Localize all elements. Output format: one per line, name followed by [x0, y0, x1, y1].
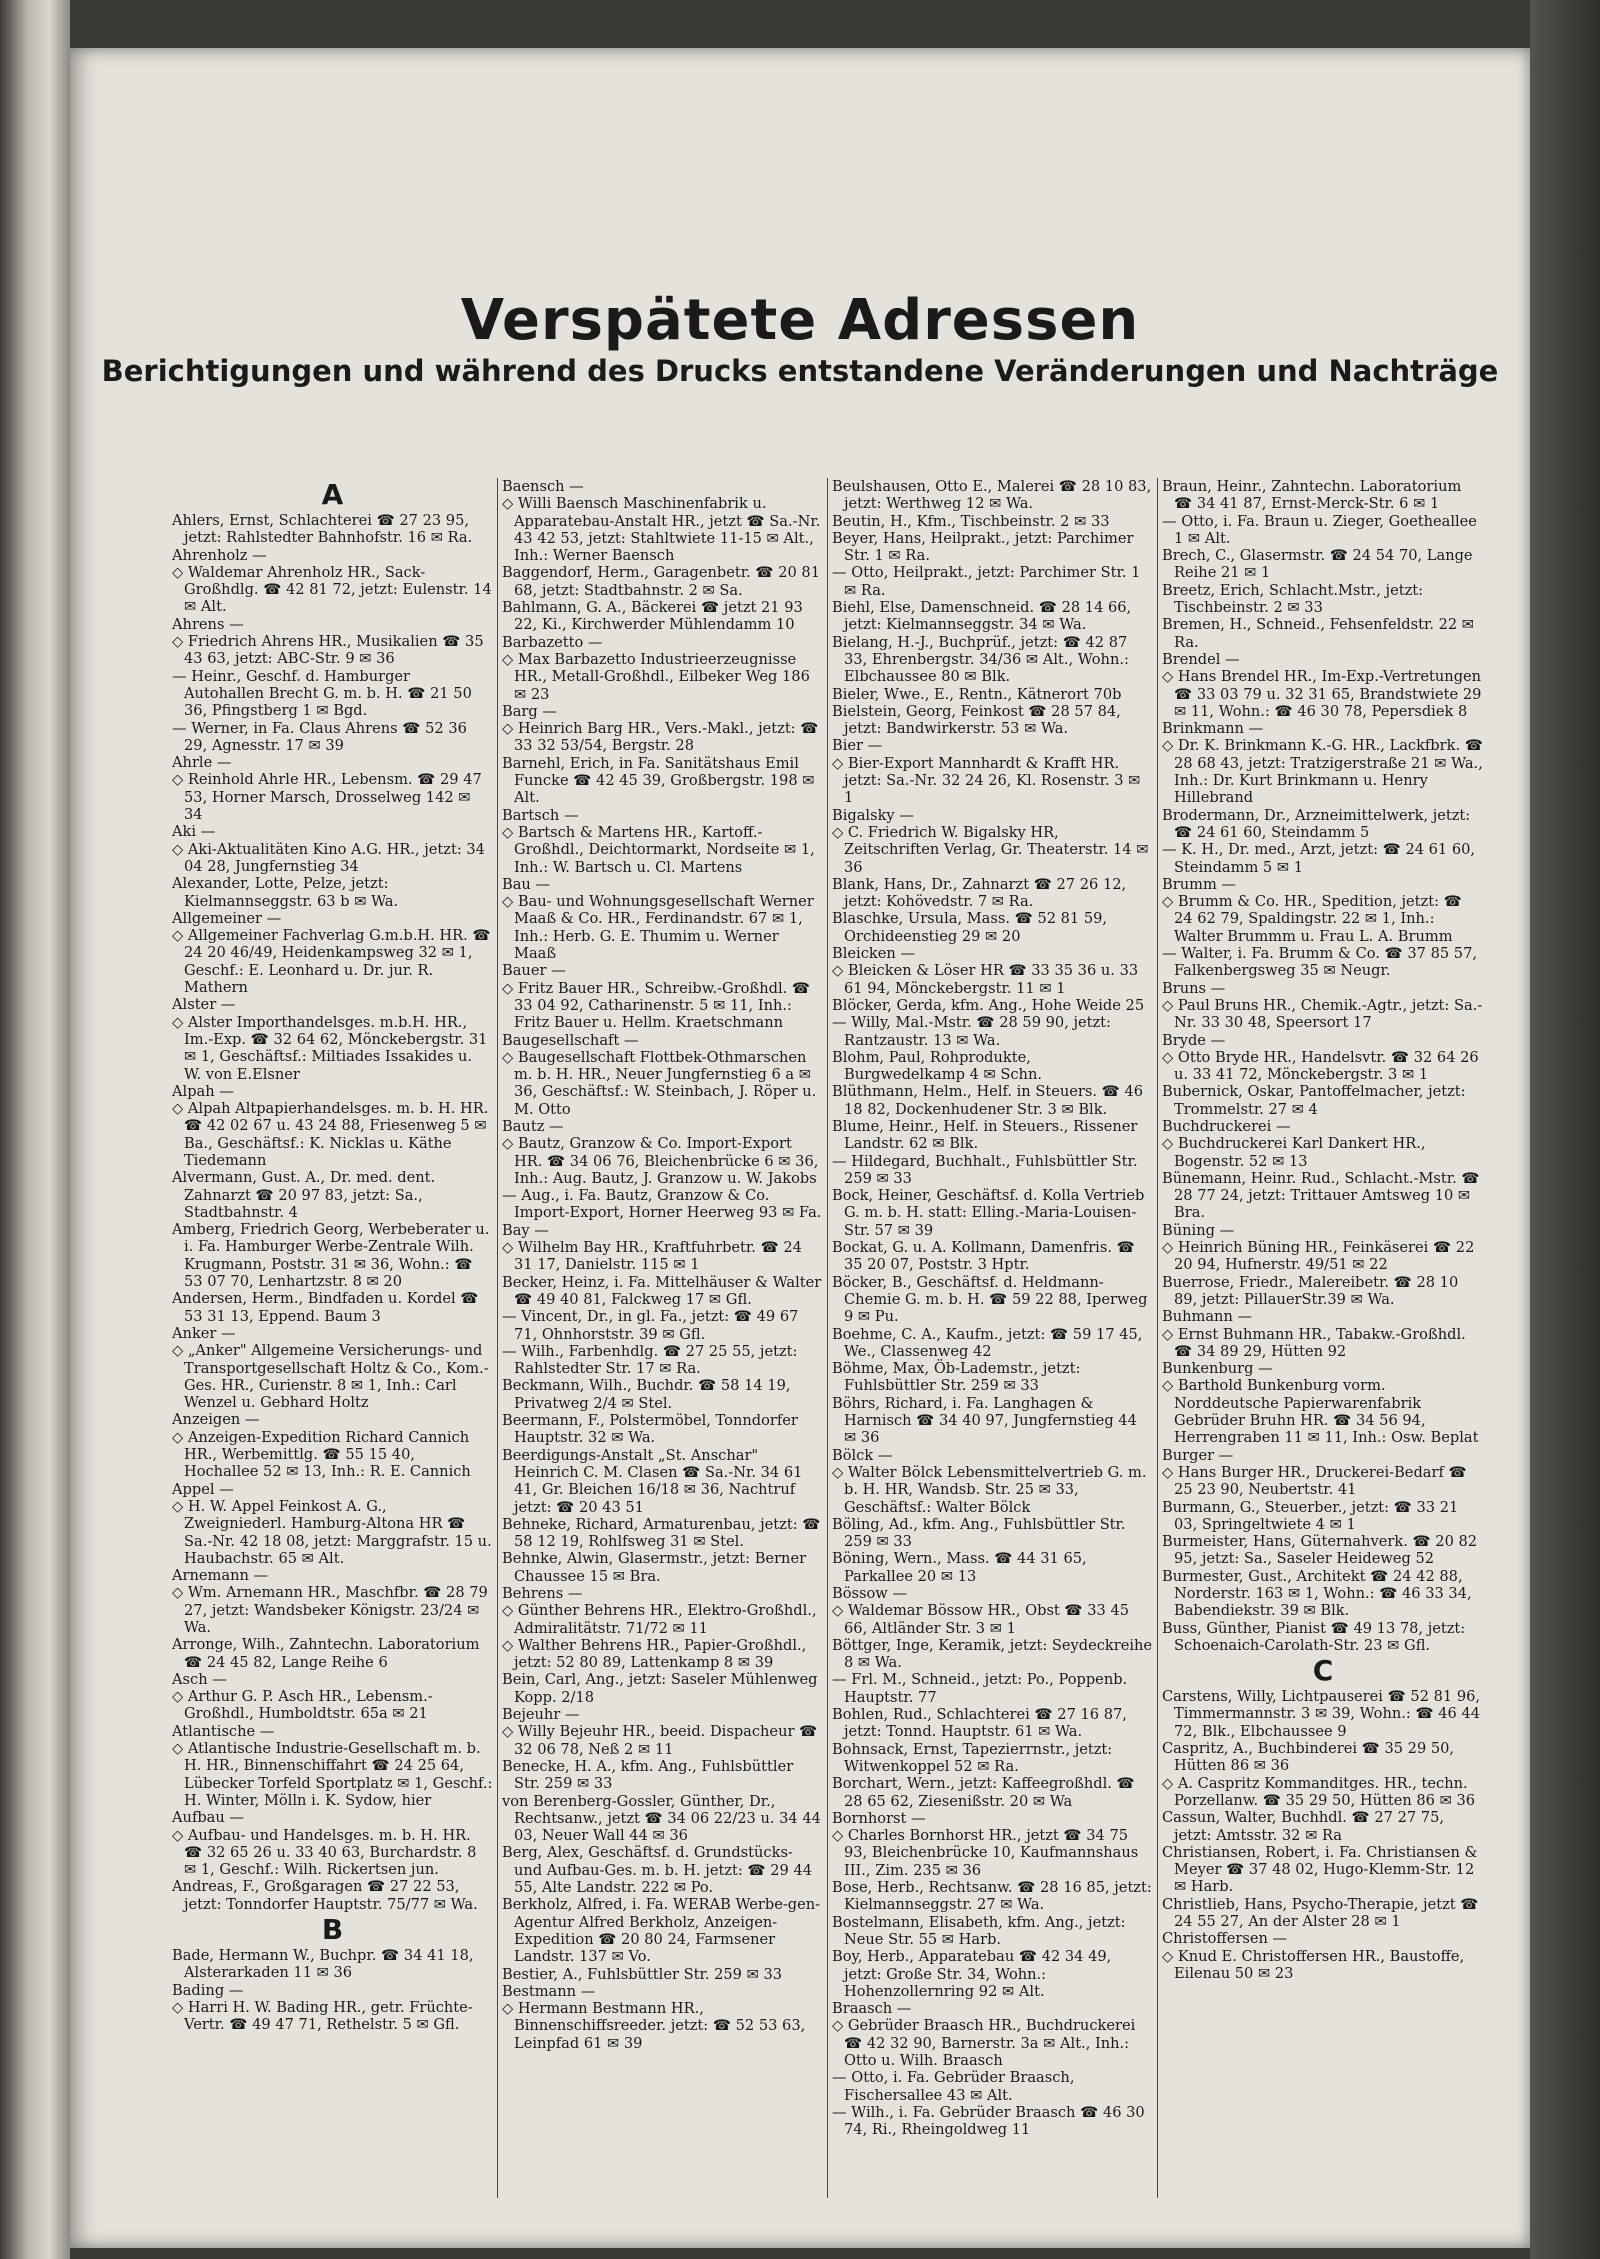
- address-entry: Christlieb, Hans, Psycho-Therapie, jetzt ☎ 24 55 27, An der Alster 28 ✉ 1: [1162, 1895, 1479, 1931]
- address-entry: — Hildegard, Buchhalt., Fuhlsbüttler Str. 259 ✉ 33: [832, 1152, 1138, 1187]
- address-entry: ◇ Hans Burger HR., Druckerei-Bedarf ☎ 25 23 90, Neubertstr. 41: [1162, 1463, 1467, 1499]
- address-entry: Beyer, Hans, Heilprakt., jetzt: Parchimer Str. 1 ✉ Ra.: [832, 529, 1134, 565]
- address-entry: Alexander, Lotte, Pelze, jetzt: Kielmannseggstr. 63 b ✉ Wa.: [172, 875, 399, 910]
- address-entry: ◇ Willi Baensch Maschinenfabrik u. Apparatebau-Anstalt HR., jetzt ☎ Sa.-Nr. 43 42 53, jetzt: Stahltwiete 11-15 ✉ Alt., Inh.: Werner Baensch: [502, 495, 821, 565]
- address-entry: Aki —: [172, 823, 216, 841]
- address-columns: [168, 478, 1508, 2198]
- address-entry: von Berenberg-Gossler, Günther, Dr., Rechtsanw., jetzt ☎ 34 06 22/23 u. 34 44 03, Neuer Wall 44 ✉ 36: [502, 1792, 821, 1845]
- address-entry: Bostelmann, Elisabeth, kfm. Ang., jetzt: Neue Str. 55 ✉ Harb.: [832, 1913, 1126, 1948]
- address-entry: Baggendorf, Herm., Garagenbetr. ☎ 20 81 68, jetzt: Stadtbahnstr. 2 ✉ Sa.: [502, 564, 821, 599]
- address-entry: Böhrs, Richard, i. Fa. Langhagen & Harnisch ☎ 34 40 97, Jungfernstieg 44 ✉ 36: [832, 1394, 1137, 1447]
- page-subtitle: Berichtigungen und während des Drucks entstandene Veränderungen und Nachträge: [101, 354, 1499, 388]
- address-column: [168, 478, 498, 2198]
- address-entry: Ahrens —: [172, 615, 244, 633]
- address-entry: Bleicken —: [832, 945, 915, 963]
- address-entry: Borchart, Wern., jetzt: Kaffeegroßhdl. ☎ 28 65 62, Ziesenißstr. 20 ✉ Wa: [832, 1775, 1135, 1810]
- address-entry: Anker —: [172, 1324, 236, 1342]
- address-entry: Caspritz, A., Buchbinderei ☎ 35 29 50, Hütten 86 ✉ 36: [1162, 1740, 1455, 1775]
- address-entry: Baugesellschaft —: [502, 1031, 639, 1049]
- address-column: [828, 478, 1158, 2198]
- address-entry: Buerrose, Friedr., Malereibetr. ☎ 28 10 89, jetzt: PillauerStr.39 ✉ Wa.: [1162, 1273, 1459, 1308]
- address-entry: Brodermann, Dr., Arzneimittelwerk, jetzt: ☎ 24 61 60, Steindamm 5: [1162, 806, 1471, 841]
- address-entry: ◇ Knud E. Christoffersen HR., Baustoffe, Eilenau 50 ✉ 23: [1162, 1947, 1465, 1982]
- address-entry: Bahlmann, G. A., Bäckerei ☎ jetzt 21 93 22, Ki., Kirchwerder Mühlendamm 10: [502, 599, 803, 634]
- address-entry: Bruns —: [1162, 979, 1226, 997]
- address-entry: ◇ Paul Bruns HR., Chemik.-Agtr., jetzt: Sa.-Nr. 33 30 48, Speersort 17: [1162, 996, 1483, 1032]
- address-entry: — Aug., i. Fa. Bautz, Granzow & Co. Import-Export, Horner Heerweg 93 ✉ Fa.: [502, 1187, 822, 1222]
- book-binding: [0, 0, 70, 2259]
- address-entry: ◇ Arthur G. P. Asch HR., Lebensm.-Großhdl., Humboldtstr. 65a ✉ 21: [172, 1688, 433, 1723]
- address-entry: ◇ Barthold Bunkenburg vorm. Norddeutsche Papierwarenfabrik Gebrüder Bruhn HR. ☎ 34 56 94, Herrengraben 11 ✉ 11, Inh.: Osw. Beplat: [1162, 1377, 1479, 1447]
- address-entry: Bau —: [502, 875, 551, 893]
- address-entry: Blohm, Paul, Rohprodukte, Burgwedelkamp 4 ✉ Schn.: [832, 1048, 1042, 1084]
- address-entry: Brendel —: [1162, 650, 1240, 668]
- address-entry: Burmester, Gust., Architekt ☎ 24 42 88, Norderstr. 163 ✉ 1, Wohn.: ☎ 46 33 34, Babendiekstr. 39 ✉ Blk.: [1162, 1567, 1472, 1620]
- address-entry: — K. H., Dr. med., Arzt, jetzt: ☎ 24 61 60, Steindamm 5 ✉ 1: [1162, 841, 1476, 876]
- address-entry: ◇ Aki-Aktualitäten Kino A.G. HR., jetzt: 34 04 28, Jungfernstieg 34: [172, 840, 485, 875]
- address-entry: — Otto, i. Fa. Gebrüder Braasch, Fischersallee 43 ✉ Alt.: [832, 2069, 1075, 2104]
- address-entry: Carstens, Willy, Lichtpauserei ☎ 52 81 96, Timmermannstr. 3 ✉ 39, Wohn.: ☎ 46 44 72, Blk., Elbchaussee 9: [1162, 1688, 1481, 1740]
- page-title: Verspätete Adressen: [460, 288, 1140, 353]
- address-entry: ◇ Baugesellschaft Flottbek-Othmarschen m. b. H. HR., Neuer Jungfernstieg 6 a ✉ 36, Geschäftsf.: W. Steinbach, J. Röper u. M. Otto: [502, 1048, 817, 1118]
- address-entry: ◇ Bautz, Granzow & Co. Import-Export HR. ☎ 34 06 76, Bleichenbrücke 6 ✉ 36, Inh.: Aug. Bautz, J. Granzow u. W. Jakobs: [502, 1135, 819, 1187]
- address-entry: Bejeuhr —: [502, 1706, 580, 1724]
- address-entry: Boy, Herb., Apparatebau ☎ 42 34 49, jetzt: Große Str. 34, Wohn.: Hohenzollernring 92 ✉ Alt.: [832, 1948, 1112, 2000]
- address-entry: Baensch —: [502, 478, 584, 495]
- address-entry: Becker, Heinz, i. Fa. Mittelhäuser & Walter ☎ 49 40 81, Falckweg 17 ✉ Gfl.: [502, 1273, 822, 1308]
- address-entry: Alvermann, Gust. A., Dr. med. dent. Zahnarzt ☎ 20 97 83, jetzt: Sa., Stadtbahnstr. 4: [172, 1169, 436, 1221]
- address-entry: — Otto, Heilprakt., jetzt: Parchimer Str. 1 ✉ Ra.: [832, 564, 1141, 599]
- address-entry: Aufbau —: [172, 1809, 245, 1827]
- address-entry: ◇ Heinrich Büning HR., Feinkäserei ☎ 22 20 94, Hufnerstr. 49/51 ✉ 22: [1162, 1239, 1475, 1274]
- address-entry: Bartsch —: [502, 806, 579, 824]
- address-entry: ◇ Bleicken & Löser HR ☎ 33 35 36 u. 33 61 94, Mönckebergstr. 11 ✉ 1: [832, 962, 1139, 997]
- address-entry: Bauer —: [502, 962, 566, 980]
- address-entry: ◇ Aufbau- und Handelsges. m. b. H. HR. ☎ 32 65 26 u. 33 40 63, Burchardstr. 8 ✉ 1, Geschf.: Wilh. Rickertsen jun.: [172, 1826, 477, 1879]
- address-entry: ◇ Alster Importhandelsges. m.b.H. HR., Im.-Exp. ☎ 32 64 62, Mönckebergstr. 31 ✉ 1, Geschäftsf.: Miltiades Issakides u. W. von E.Elsner: [172, 1013, 488, 1083]
- address-entry: Alpah —: [172, 1082, 234, 1100]
- address-entry: Andreas, F., Großgaragen ☎ 27 22 53, jetzt: Tonndorfer Hauptstr. 75/77 ✉ Wa.: [172, 1878, 478, 1913]
- address-entry: Bestier, A., Fuhlsbüttler Str. 259 ✉ 33: [502, 1965, 783, 1983]
- address-entry: Bigalsky —: [832, 806, 914, 824]
- address-entry: Christoffersen —: [1162, 1930, 1288, 1948]
- address-column: [1158, 478, 1488, 2198]
- address-entry: ◇ Buchdruckerei Karl Dankert HR., Bogenstr. 52 ✉ 13: [1162, 1135, 1426, 1170]
- address-entry: Burger —: [1162, 1446, 1234, 1464]
- address-entry: Buss, Günther, Pianist ☎ 49 13 78, jetzt: Schoenaich-Carolath-Str. 23 ✉ Gfl.: [1162, 1619, 1466, 1654]
- address-entry: Christiansen, Robert, i. Fa. Christiansen & Meyer ☎ 37 48 02, Hugo-Klemm-Str. 12 ✉ Harb.: [1162, 1843, 1478, 1896]
- address-entry: ◇ Atlantische Industrie-Gesellschaft m. b. H. HR., Binnenschiffahrt ☎ 24 25 64, Lübecker Torfeld Sportplatz ✉ 1, Geschf.: H. Winter, Mölln i. K. Sydow, hier: [172, 1740, 493, 1809]
- address-entry: Brumm —: [1162, 875, 1237, 893]
- address-entry: ◇ Alpah Altpapierhandelsges. m. b. H. HR. ☎ 42 02 67 u. 43 24 88, Friesenweg 5 ✉ Ba., Geschäftsf.: K. Nicklas u. Käthe Tiedemann: [172, 1100, 489, 1169]
- address-entry: Boehme, C. A., Kaufm., jetzt: ☎ 59 17 45, We., Classenweg 42: [832, 1325, 1143, 1360]
- address-entry: ◇ Wm. Arnemann HR., Maschfbr. ☎ 28 79 27, jetzt: Wandsbeker Königstr. 23/24 ✉ Wa.: [172, 1584, 488, 1636]
- address-entry: ◇ Heinrich Barg HR., Vers.-Makl., jetzt: ☎ 33 32 53/54, Bergstr. 28: [502, 720, 819, 755]
- address-entry: Braasch —: [832, 2000, 912, 2018]
- address-entry: Barnehl, Erich, in Fa. Sanitätshaus Emil Funcke ☎ 42 45 39, Großbergstr. 198 ✉ Alt.: [502, 754, 815, 807]
- address-entry: Breetz, Erich, Schlacht.Mstr., jetzt: Tischbeinstr. 2 ✉ 33: [1162, 581, 1424, 617]
- section-letter: A: [321, 478, 344, 511]
- address-column: [498, 478, 828, 2198]
- address-entry: — Vincent, Dr., in gl. Fa., jetzt: ☎ 49 67 71, Ohnhorststr. 39 ✉ Gfl.: [502, 1308, 799, 1343]
- address-entry: ◇ Wilhelm Bay HR., Kraftfuhrbetr. ☎ 24 31 17, Danielstr. 115 ✉ 1: [502, 1239, 802, 1274]
- address-entry: — Willy, Mal.-Mstr. ☎ 28 59 90, jetzt: Rantzaustr. 13 ✉ Wa.: [832, 1014, 1111, 1049]
- address-entry: Blume, Heinr., Helf. in Steuers., Rissener Landstr. 62 ✉ Blk.: [832, 1117, 1138, 1153]
- address-entry: ◇ Waldemar Bössow HR., Obst ☎ 33 45 66, Altländer Str. 3 ✉ 1: [832, 1602, 1130, 1637]
- address-entry: Böcker, B., Geschäftsf. d. Heldmann-Chemie G. m. b. H. ☎ 59 22 88, Iperweg 9 ✉ Pu.: [832, 1273, 1148, 1326]
- address-entry: Böning, Wern., Mass. ☎ 44 31 65, Parkallee 20 ✉ 13: [832, 1550, 1087, 1585]
- address-entry: Bryde —: [1162, 1031, 1226, 1049]
- address-entry: ◇ Otto Bryde HR., Handelsvtr. ☎ 32 64 26 u. 33 41 72, Mönckebergstr. 3 ✉ 1: [1162, 1048, 1479, 1084]
- address-entry: Bade, Hermann W., Buchpr. ☎ 34 41 18, Alsterarkaden 11 ✉ 36: [172, 1947, 474, 1982]
- address-entry: Büning —: [1162, 1221, 1235, 1239]
- address-entry: Böling, Ad., kfm. Ang., Fuhlsbüttler Str. 259 ✉ 33: [832, 1515, 1126, 1551]
- address-entry: Bohlen, Rud., Schlachterei ☎ 27 16 87, jetzt: Tonnd. Hauptstr. 61 ✉ Wa.: [832, 1706, 1127, 1741]
- address-entry: Blaschke, Ursula, Mass. ☎ 52 81 59, Orchideenstieg 29 ✉ 20: [832, 910, 1108, 945]
- address-entry: ◇ Hans Brendel HR., Im-Exp.-Vertretungen ☎ 33 03 79 u. 32 31 65, Brandstwiete 29 ✉ 11, Wohn.: ☎ 46 30 78, Pepersdiek 8: [1162, 668, 1482, 720]
- address-entry: Bose, Herb., Rechtsanw. ☎ 28 16 85, jetzt: Kielmannseggstr. 27 ✉ Wa.: [832, 1879, 1152, 1914]
- address-entry: Buchdruckerei —: [1162, 1117, 1291, 1135]
- address-entry: Asch —: [172, 1670, 227, 1688]
- address-entry: Brinkmann —: [1162, 720, 1264, 738]
- address-entry: — Heinr., Geschf. d. Hamburger Autohallen Brecht G. m. b. H. ☎ 21 50 36, Pfingstberg 1 ✉ Bgd.: [172, 667, 472, 720]
- address-entry: Bünemann, Heinr. Rud., Schlacht.-Mstr. ☎ 28 77 24, jetzt: Trittauer Amtsweg 10 ✉ Bra.: [1162, 1169, 1480, 1222]
- address-entry: ◇ Waldemar Ahrenholz HR., Sack-Großhdlg. ☎ 42 81 72, jetzt: Eulenstr. 14 ✉ Alt.: [172, 563, 492, 616]
- address-entry: Arronge, Wilh., Zahntechn. Laboratorium ☎ 24 45 82, Lange Reihe 6: [172, 1636, 480, 1671]
- address-entry: ◇ Ernst Buhmann HR., Tabakw.-Großhdl. ☎ 34 89 29, Hütten 92: [1162, 1325, 1466, 1360]
- address-entry: Bading —: [172, 1981, 244, 1999]
- address-entry: Beermann, F., Polstermöbel, Tonndorfer Hauptstr. 32 ✉ Wa.: [502, 1412, 798, 1447]
- page-edge: [1530, 0, 1600, 2259]
- address-entry: Cassun, Walter, Buchhdl. ☎ 27 27 75, jetzt: Amtsstr. 32 ✉ Ra: [1162, 1809, 1444, 1844]
- address-entry: — Frl. M., Schneid., jetzt: Po., Poppenb. Hauptstr. 77: [832, 1671, 1128, 1706]
- address-entry: ◇ Gebrüder Braasch HR., Buchdruckerei ☎ 42 32 90, Barnerstr. 3a ✉ Alt., Inh.: Otto u. Wilh. Braasch: [832, 2017, 1136, 2070]
- address-entry: Ahrenholz —: [172, 546, 267, 564]
- address-entry: ◇ Bier-Export Mannhardt & Krafft HR. jetzt: Sa.-Nr. 32 24 26, Kl. Rosenstr. 3 ✉ 1: [832, 754, 1141, 807]
- directory-page: [70, 48, 1530, 2248]
- address-entry: Beutin, H., Kfm., Tischbeinstr. 2 ✉ 33: [832, 512, 1110, 530]
- address-entry: Blöcker, Gerda, kfm. Ang., Hohe Weide 25: [832, 996, 1145, 1014]
- address-entry: Bein, Carl, Ang., jetzt: Saseler Mühlenweg Kopp. 2/18: [502, 1671, 818, 1706]
- address-entry: — Walter, i. Fa. Brumm & Co. ☎ 37 85 57, Falkenbergsweg 35 ✉ Neugr.: [1162, 945, 1478, 980]
- address-entry: Anzeigen —: [172, 1411, 260, 1429]
- address-entry: Beerdigungs-Anstalt „St. Anschar" Heinrich C. M. Clasen ☎ Sa.-Nr. 34 61 41, Gr. Bleichen 16/18 ✉ 36, Nachtruf jetzt: ☎ 20 43 51: [502, 1446, 803, 1516]
- address-entry: Bielang, H.-J., Buchprüf., jetzt: ☎ 42 87 33, Ehrenbergstr. 34/36 ✉ Alt., Wohn.: Elbchaussee 80 ✉ Blk.: [832, 633, 1129, 686]
- address-entry: ◇ „Anker" Allgemeine Versicherungs- und Transportgesellschaft Holtz & Co., Kom.-Ges. HR., Curienstr. 8 ✉ 1, Inh.: Carl Wenzel u. Gebhard Holtz: [172, 1342, 489, 1412]
- address-entry: Barg —: [502, 702, 557, 720]
- address-entry: Bremen, H., Schneid., Fehsenfeldstr. 22 ✉ Ra.: [1162, 616, 1475, 651]
- address-entry: — Wilh., i. Fa. Gebrüder Braasch ☎ 46 30 74, Ri., Rheingoldweg 11: [832, 2103, 1145, 2139]
- address-entry: Bier —: [832, 737, 883, 755]
- address-entry: ◇ C. Friedrich W. Bigalsky HR, Zeitschriften Verlag, Gr. Theaterstr. 14 ✉ 36: [832, 823, 1149, 876]
- address-entry: Arnemann —: [172, 1567, 269, 1585]
- address-entry: Bautz —: [502, 1117, 564, 1135]
- address-entry: ◇ Harri H. W. Bading HR., getr. Früchte-Vertr. ☎ 49 47 71, Rethelstr. 5 ✉ Gfl.: [172, 1998, 473, 2034]
- address-entry: Ahrle —: [172, 754, 232, 772]
- address-entry: Ahlers, Ernst, Schlachterei ☎ 27 23 95, jetzt: Rahlstedter Bahnhofstr. 16 ✉ Ra.: [172, 512, 473, 547]
- address-entry: Biehl, Else, Damenschneid. ☎ 28 14 66, jetzt: Kielmannseggstr. 34 ✉ Wa.: [832, 599, 1132, 634]
- address-entry: Bielstein, Georg, Feinkost ☎ 28 57 84, jetzt: Bandwirkerstr. 53 ✉ Wa.: [832, 702, 1121, 738]
- address-entry: Atlantische —: [172, 1722, 275, 1740]
- address-entry: Beckmann, Wilh., Buchdr. ☎ 58 14 19, Privatweg 2/4 ✉ Stel.: [502, 1377, 791, 1412]
- address-entry: ◇ Max Barbazetto Industrieerzeugnisse HR., Metall-Großhdl., Eilbeker Weg 186 ✉ 23: [502, 650, 810, 703]
- section-letter: B: [321, 1913, 344, 1947]
- address-entry: Blüthmann, Helm., Helf. in Steuers. ☎ 46 18 82, Dockenhudener Str. 3 ✉ Blk.: [832, 1083, 1144, 1118]
- address-entry: ◇ A. Caspritz Kommanditges. HR., techn. Porzellanw. ☎ 35 29 50, Hütten 86 ✉ 36: [1162, 1774, 1476, 1809]
- address-entry: Bornhorst —: [832, 1809, 926, 1827]
- address-entry: ◇ Charles Bornhorst HR., jetzt ☎ 34 75 93, Bleichenbrücke 10, Kaufmannshaus III., Zim. 235 ✉ 36: [832, 1827, 1139, 1879]
- address-entry: ◇ Günther Behrens HR., Elektro-Großhdl., Admiralitätstr. 71/72 ✉ 11: [502, 1602, 817, 1637]
- address-entry: Amberg, Friedrich Georg, Werbeberater u. i. Fa. Hamburger Werbe-Zentrale Wilh. Krugmann, Poststr. 31 ✉ 36, Wohn.: ☎ 53 07 70, Lenhartzstr. 8 ✉ 20: [172, 1221, 490, 1291]
- address-entry: Barbazetto —: [502, 633, 603, 651]
- address-entry: Beulshausen, Otto E., Malerei ☎ 28 10 83, jetzt: Werthweg 12 ✉ Wa.: [832, 478, 1152, 513]
- address-entry: Allgemeiner —: [172, 909, 282, 927]
- address-entry: ◇ Walter Bölck Lebensmittelvertrieb G. m. b. H. HR, Wandsb. Str. 25 ✉ 33, Geschäftsf.: Walter Bölck: [832, 1463, 1147, 1516]
- address-entry: ◇ Dr. K. Brinkmann K.-G. HR., Lackfbrk. ☎ 28 68 43, jetzt: Tratzigerstraße 21 ✉ Wa., Inh.: Dr. Kurt Brinkmann u. Henry Hillebrand: [1162, 737, 1483, 807]
- address-entry: Bölck —: [832, 1446, 893, 1464]
- address-entry: Bohnsack, Ernst, Tapezierrnstr., jetzt: Witwenkoppel 52 ✉ Ra.: [832, 1740, 1113, 1775]
- address-entry: ◇ Fritz Bauer HR., Schreibw.-Großhdl. ☎ 33 04 92, Catharinenstr. 5 ✉ 11, Inh.: Fritz Bauer u. Hellm. Kraetschmann: [502, 979, 811, 1032]
- address-entry: Benecke, H. A., kfm. Ang., Fuhlsbüttler Str. 259 ✉ 33: [502, 1757, 794, 1793]
- address-entry: Braun, Heinr., Zahntechn. Laboratorium ☎ 34 41 87, Ernst-Merck-Str. 6 ✉ 1: [1162, 478, 1462, 513]
- address-entry: Böttger, Inge, Keramik, jetzt: Seydeckreihe 8 ✉ Wa.: [832, 1636, 1153, 1672]
- address-entry: — Wilh., Farbenhdlg. ☎ 27 25 55, jetzt: Rahlstedter Str. 17 ✉ Ra.: [502, 1342, 798, 1378]
- address-entry: ◇ Bau- und Wohnungsgesellschaft Werner Maaß & Co. HR., Ferdinandstr. 67 ✉ 1, Inh.: Herb. G. E. Thumim u. Werner Maaß: [502, 893, 814, 963]
- address-entry: Bössow —: [832, 1585, 907, 1602]
- address-entry: Appel —: [172, 1480, 234, 1498]
- address-entry: Bieler, Wwe., E., Rentn., Kätnerort 70b: [832, 685, 1122, 703]
- address-entry: ◇ Reinhold Ahrle HR., Lebensm. ☎ 29 47 53, Horner Marsch, Drosselweg 142 ✉ 34: [172, 771, 482, 824]
- address-entry: Burmann, G., Steuerber., jetzt: ☎ 33 21 03, Springeltwiete 4 ✉ 1: [1162, 1498, 1459, 1533]
- address-entry: ◇ Allgemeiner Fachverlag G.m.b.H. HR. ☎ 24 20 46/49, Heidenkampsweg 32 ✉ 1, Geschf.: E. Leonhard u. Dr. jur. R. Mathern: [172, 927, 491, 997]
- address-entry: Behneke, Richard, Armaturenbau, jetzt: ☎ 58 12 19, Rohlfsweg 31 ✉ Stel.: [502, 1515, 821, 1551]
- address-entry: Bunkenburg —: [1162, 1360, 1273, 1378]
- address-entry: Berg, Alex, Geschäftsf. d. Grundstücks- und Aufbau-Ges. m. b. H. jetzt: ☎ 29 44 55, Alte Landstr. 222 ✉ Po.: [502, 1844, 813, 1897]
- address-entry: Bay —: [502, 1221, 549, 1239]
- address-entry: ◇ Brumm & Co. HR., Spedition, jetzt: ☎ 24 62 79, Spaldingstr. 22 ✉ 1, Inh.: Walter Brummm u. Frau L. A. Brumm: [1162, 893, 1462, 945]
- address-entry: Bubernick, Oskar, Pantoffelmacher, jetzt: Trommelstr. 27 ✉ 4: [1162, 1083, 1466, 1118]
- address-entry: ◇ Willy Bejeuhr HR., beeid. Dispacheur ☎ 32 06 78, Neß 2 ✉ 11: [502, 1723, 818, 1758]
- address-entry: Berkholz, Alfred, i. Fa. WERAB Werbe-gen-Agentur Alfred Berkholz, Anzeigen-Expedition ☎ 20 80 24, Farmsener Landstr. 137 ✉ Vo.: [502, 1896, 821, 1966]
- address-entry: ◇ H. W. Appel Feinkost A. G., Zweigniederl. Hamburg-Altona HR ☎ Sa.-Nr. 42 18 08, jetzt: Marggrafstr. 15 u. Haubachstr. 65 ✉ Alt.: [172, 1497, 492, 1567]
- address-entry: — Otto, i. Fa. Braun u. Zieger, Goetheallee 1 ✉ Alt.: [1162, 512, 1477, 547]
- address-entry: Behrens —: [502, 1585, 583, 1602]
- address-entry: ◇ Walther Behrens HR., Papier-Großhdl., jetzt: 52 80 89, Lattenkamp 8 ✉ 39: [502, 1636, 807, 1672]
- address-entry: Brech, C., Glasermstr. ☎ 24 54 70, Lange Reihe 21 ✉ 1: [1162, 547, 1473, 582]
- address-entry: ◇ Bartsch & Martens HR., Kartoff.-Großhdl., Deichtormarkt, Nordseite ✉ 1, Inh.: W. Bartsch u. Cl. Martens: [502, 823, 815, 876]
- address-entry: Andersen, Herm., Bindfaden u. Kordel ☎ 53 31 13, Eppend. Baum 3: [172, 1290, 479, 1325]
- address-entry: ◇ Friedrich Ahrens HR., Musikalien ☎ 35 43 63, jetzt: ABC-Str. 9 ✉ 36: [172, 633, 484, 668]
- address-entry: Buhmann —: [1162, 1308, 1253, 1326]
- address-entry: Behnke, Alwin, Glasermstr., jetzt: Berner Chaussee 15 ✉ Bra.: [502, 1550, 807, 1585]
- address-entry: Bockat, G. u. A. Kollmann, Damenfris. ☎ 35 20 07, Poststr. 3 Hptr.: [832, 1239, 1135, 1274]
- address-entry: ◇ Hermann Bestmann HR., Binnenschiffsreeder. jetzt: ☎ 52 53 63, Leinpfad 61 ✉ 39: [502, 2000, 806, 2052]
- section-letter: C: [1312, 1654, 1334, 1688]
- address-entry: Burmeister, Hans, Güternahverk. ☎ 20 82 95, jetzt: Sa., Saseler Heideweg 52: [1162, 1533, 1478, 1568]
- address-entry: ◇ Anzeigen-Expedition Richard Cannich HR., Werbemittlg. ☎ 55 15 40, Hochallee 52 ✉ 13, Inh.: R. E. Cannich: [172, 1428, 471, 1481]
- address-entry: Bestmann —: [502, 1982, 596, 2000]
- address-entry: — Werner, in Fa. Claus Ahrens ☎ 52 36 29, Agnesstr. 17 ✉ 39: [172, 719, 467, 754]
- address-entry: Böhme, Max, Öb-Lademstr., jetzt: Fuhlsbüttler Str. 259 ✉ 33: [832, 1360, 1081, 1395]
- address-entry: Alster —: [172, 996, 236, 1014]
- address-entry: Blank, Hans, Dr., Zahnarzt ☎ 27 26 12, jetzt: Kohövedstr. 7 ✉ Ra.: [832, 875, 1127, 911]
- address-entry: Bock, Heiner, Geschäftsf. d. Kolla Vertrieb G. m. b. H. statt: Elling.-Maria-Louisen-Str. 57 ✉ 39: [832, 1187, 1145, 1239]
